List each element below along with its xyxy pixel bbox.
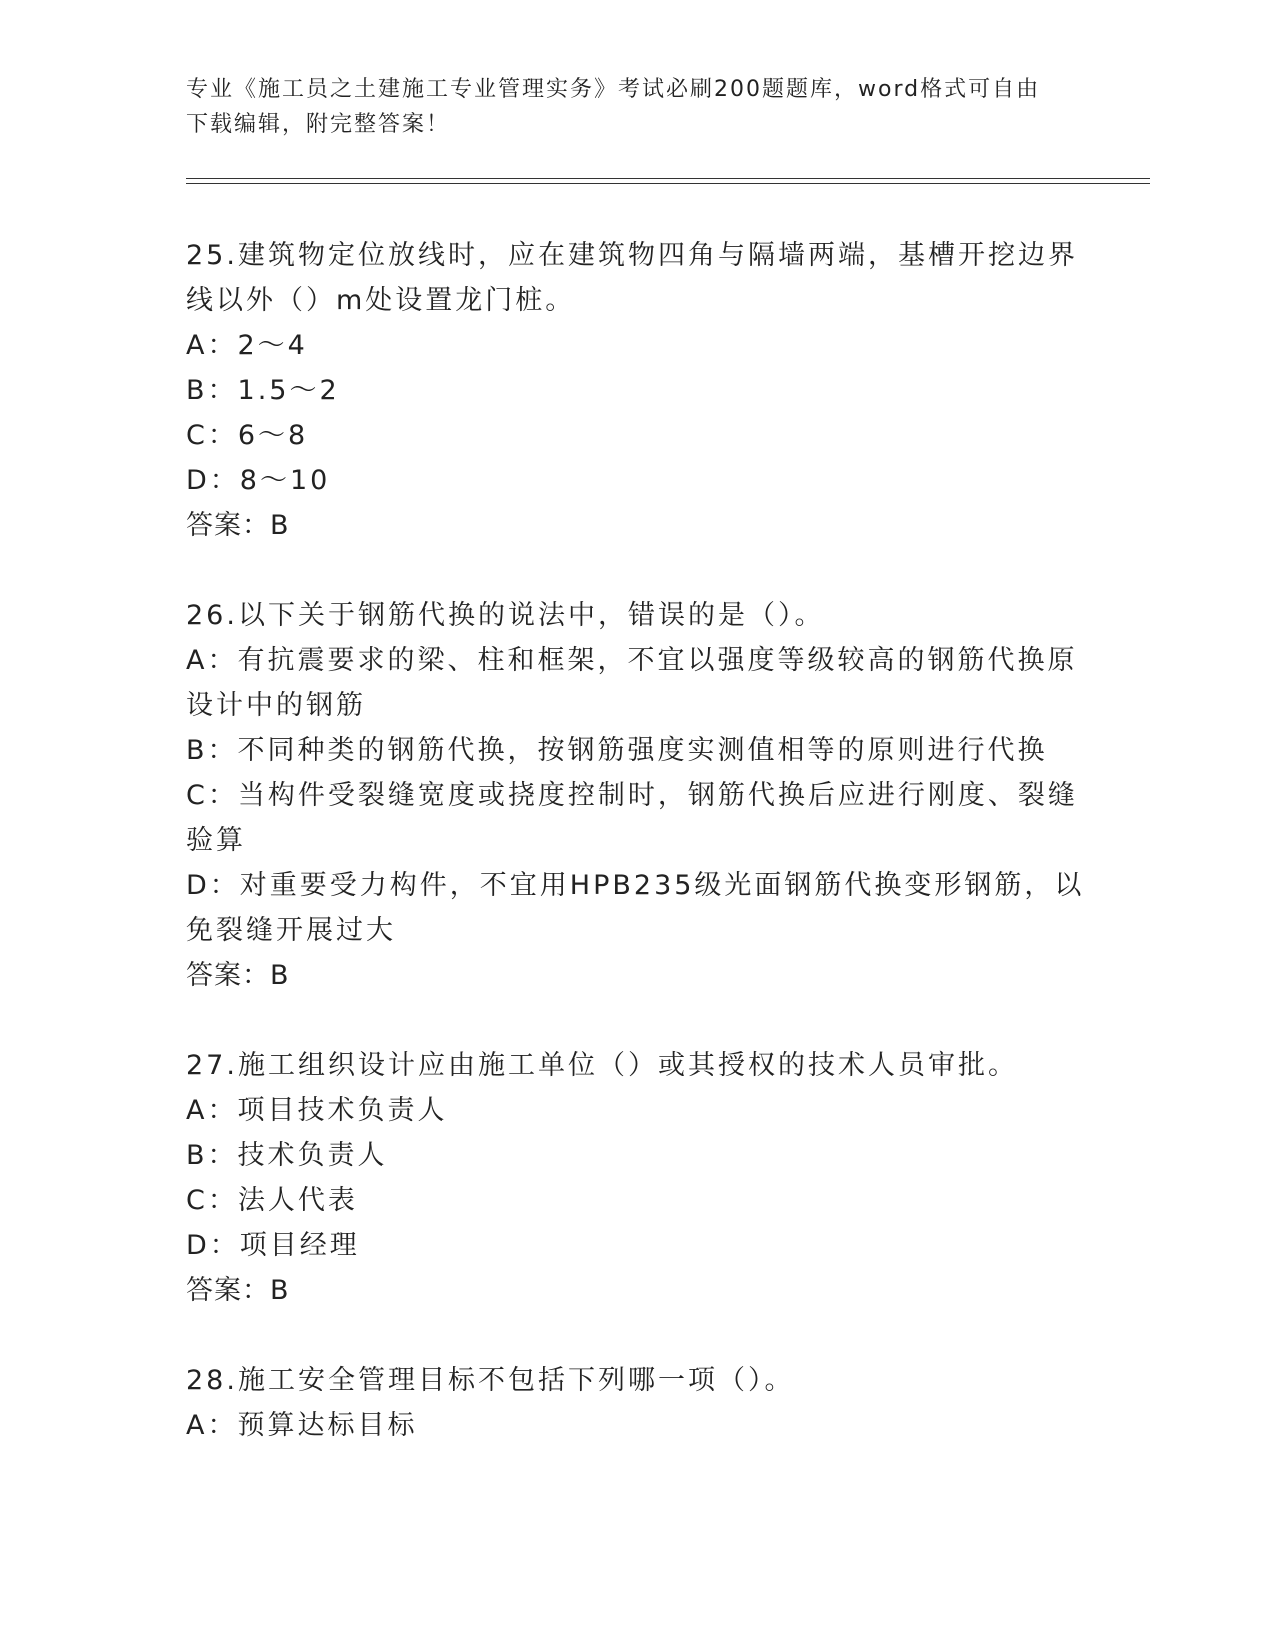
option-a: A：项目技术负责人: [186, 1095, 448, 1126]
question-stem: 25.建筑物定位放线时，应在建筑物四角与隔墙两端，基槽开挖边界线以外（）m处设置龙门桩。: [186, 240, 1078, 316]
answer-line: 答案：B: [186, 510, 290, 541]
document-header: [186, 72, 1086, 142]
option-a: A：2～4: [186, 330, 308, 361]
question-27: [186, 1043, 1086, 1313]
question-28: [186, 1358, 1086, 1448]
question-26: [186, 593, 1086, 998]
header-divider-bottom: [186, 183, 1150, 184]
question-list: [186, 233, 1086, 1448]
option-d: D：对重要受力构件，不宜用HPB235级光面钢筋代换变形钢筋，以免裂缝开展过大: [186, 870, 1085, 946]
option-d: D：8～10: [186, 465, 331, 496]
answer-line: 答案：B: [186, 960, 290, 991]
question-stem: 26.以下关于钢筋代换的说法中，错误的是（）。: [186, 600, 825, 631]
option-c: C：当构件受裂缝宽度或挠度控制时，钢筋代换后应进行刚度、裂缝验算: [186, 780, 1078, 856]
option-a: A：预算达标目标: [186, 1410, 418, 1441]
header-line-2: 下载编辑，附完整答案！: [186, 112, 451, 137]
question-stem: 27.施工组织设计应由施工单位（）或其授权的技术人员审批。: [186, 1050, 1018, 1081]
option-c: C：6～8: [186, 420, 309, 451]
header-divider-top: [186, 178, 1150, 179]
question-25: [186, 233, 1086, 548]
option-b: B：不同种类的钢筋代换，按钢筋强度实测值相等的原则进行代换: [186, 735, 1048, 766]
option-a: A：有抗震要求的梁、柱和框架，不宜以强度等级较高的钢筋代换原设计中的钢筋: [186, 645, 1078, 721]
option-b: B：技术负责人: [186, 1140, 388, 1171]
option-b: B：1.5～2: [186, 375, 340, 406]
option-c: C：法人代表: [186, 1185, 358, 1216]
option-d: D：项目经理: [186, 1230, 360, 1261]
question-stem: 28.施工安全管理目标不包括下列哪一项（）。: [186, 1365, 795, 1396]
answer-line: 答案：B: [186, 1275, 290, 1306]
header-line-1: 专业《施工员之土建施工专业管理实务》考试必刷200题题库，word格式可自由: [186, 77, 1041, 102]
